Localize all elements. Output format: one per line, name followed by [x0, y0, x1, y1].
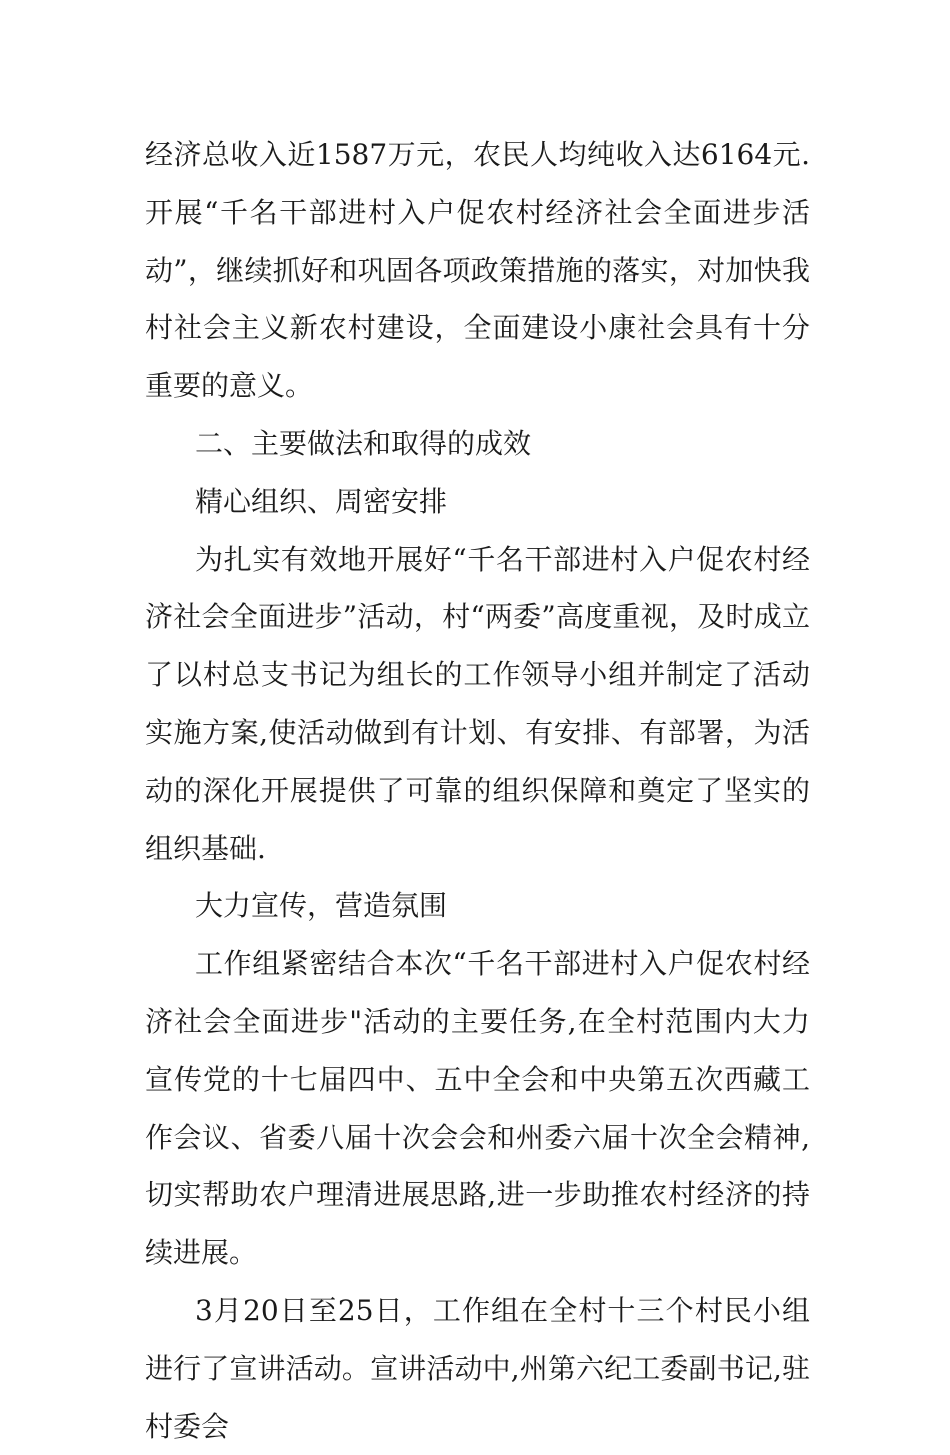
body-paragraph: 经济总收入近1587万元，农民人均纯收入达6164元.开展“千名干部进村入户促农村经济社会全面进步活动”，继续抓好和巩固各项政策措施的落实，对加快我村社会主义新农村建设，全面建设小康社会具有十分重要的意义。: [145, 138, 810, 403]
body-paragraph: 为扎实有效地开展好“千名干部进村入户促农村经济社会全面进步”活动，村“两委”高度重视，及时成立了以村总支书记为组长的工作领导小组并制定了活动实施方案,使活动做到有计划、有安排、有部署，为活动的深化开展提供了可靠的组织保障和奠定了坚实的组织基础.: [145, 542, 810, 865]
subsection-heading: 精心组织、周密安排: [195, 484, 448, 518]
body-paragraph: 工作组紧密结合本次“千名干部进村入户促农村经济社会全面进步"活动的主要任务,在全村范围内大力宣传党的十七届四中、五中全会和中央第五次西藏工作会议、省委八届十次会会和州委六届十次全会精神,切实帮助农户理清进展思路,进一步助推农村经济的持续进展。: [145, 947, 810, 1270]
subsection-heading: 大力宣传，营造氛围: [195, 889, 448, 923]
body-paragraph: 3月20日至25日，工作组在全村十三个村民小组进行了宣讲活动。宣讲活动中,州第六纪工委副书记,驻村委会: [145, 1293, 810, 1443]
document-body: [145, 126, 810, 1455]
section-heading: 二、主要做法和取得的成效: [195, 426, 532, 460]
